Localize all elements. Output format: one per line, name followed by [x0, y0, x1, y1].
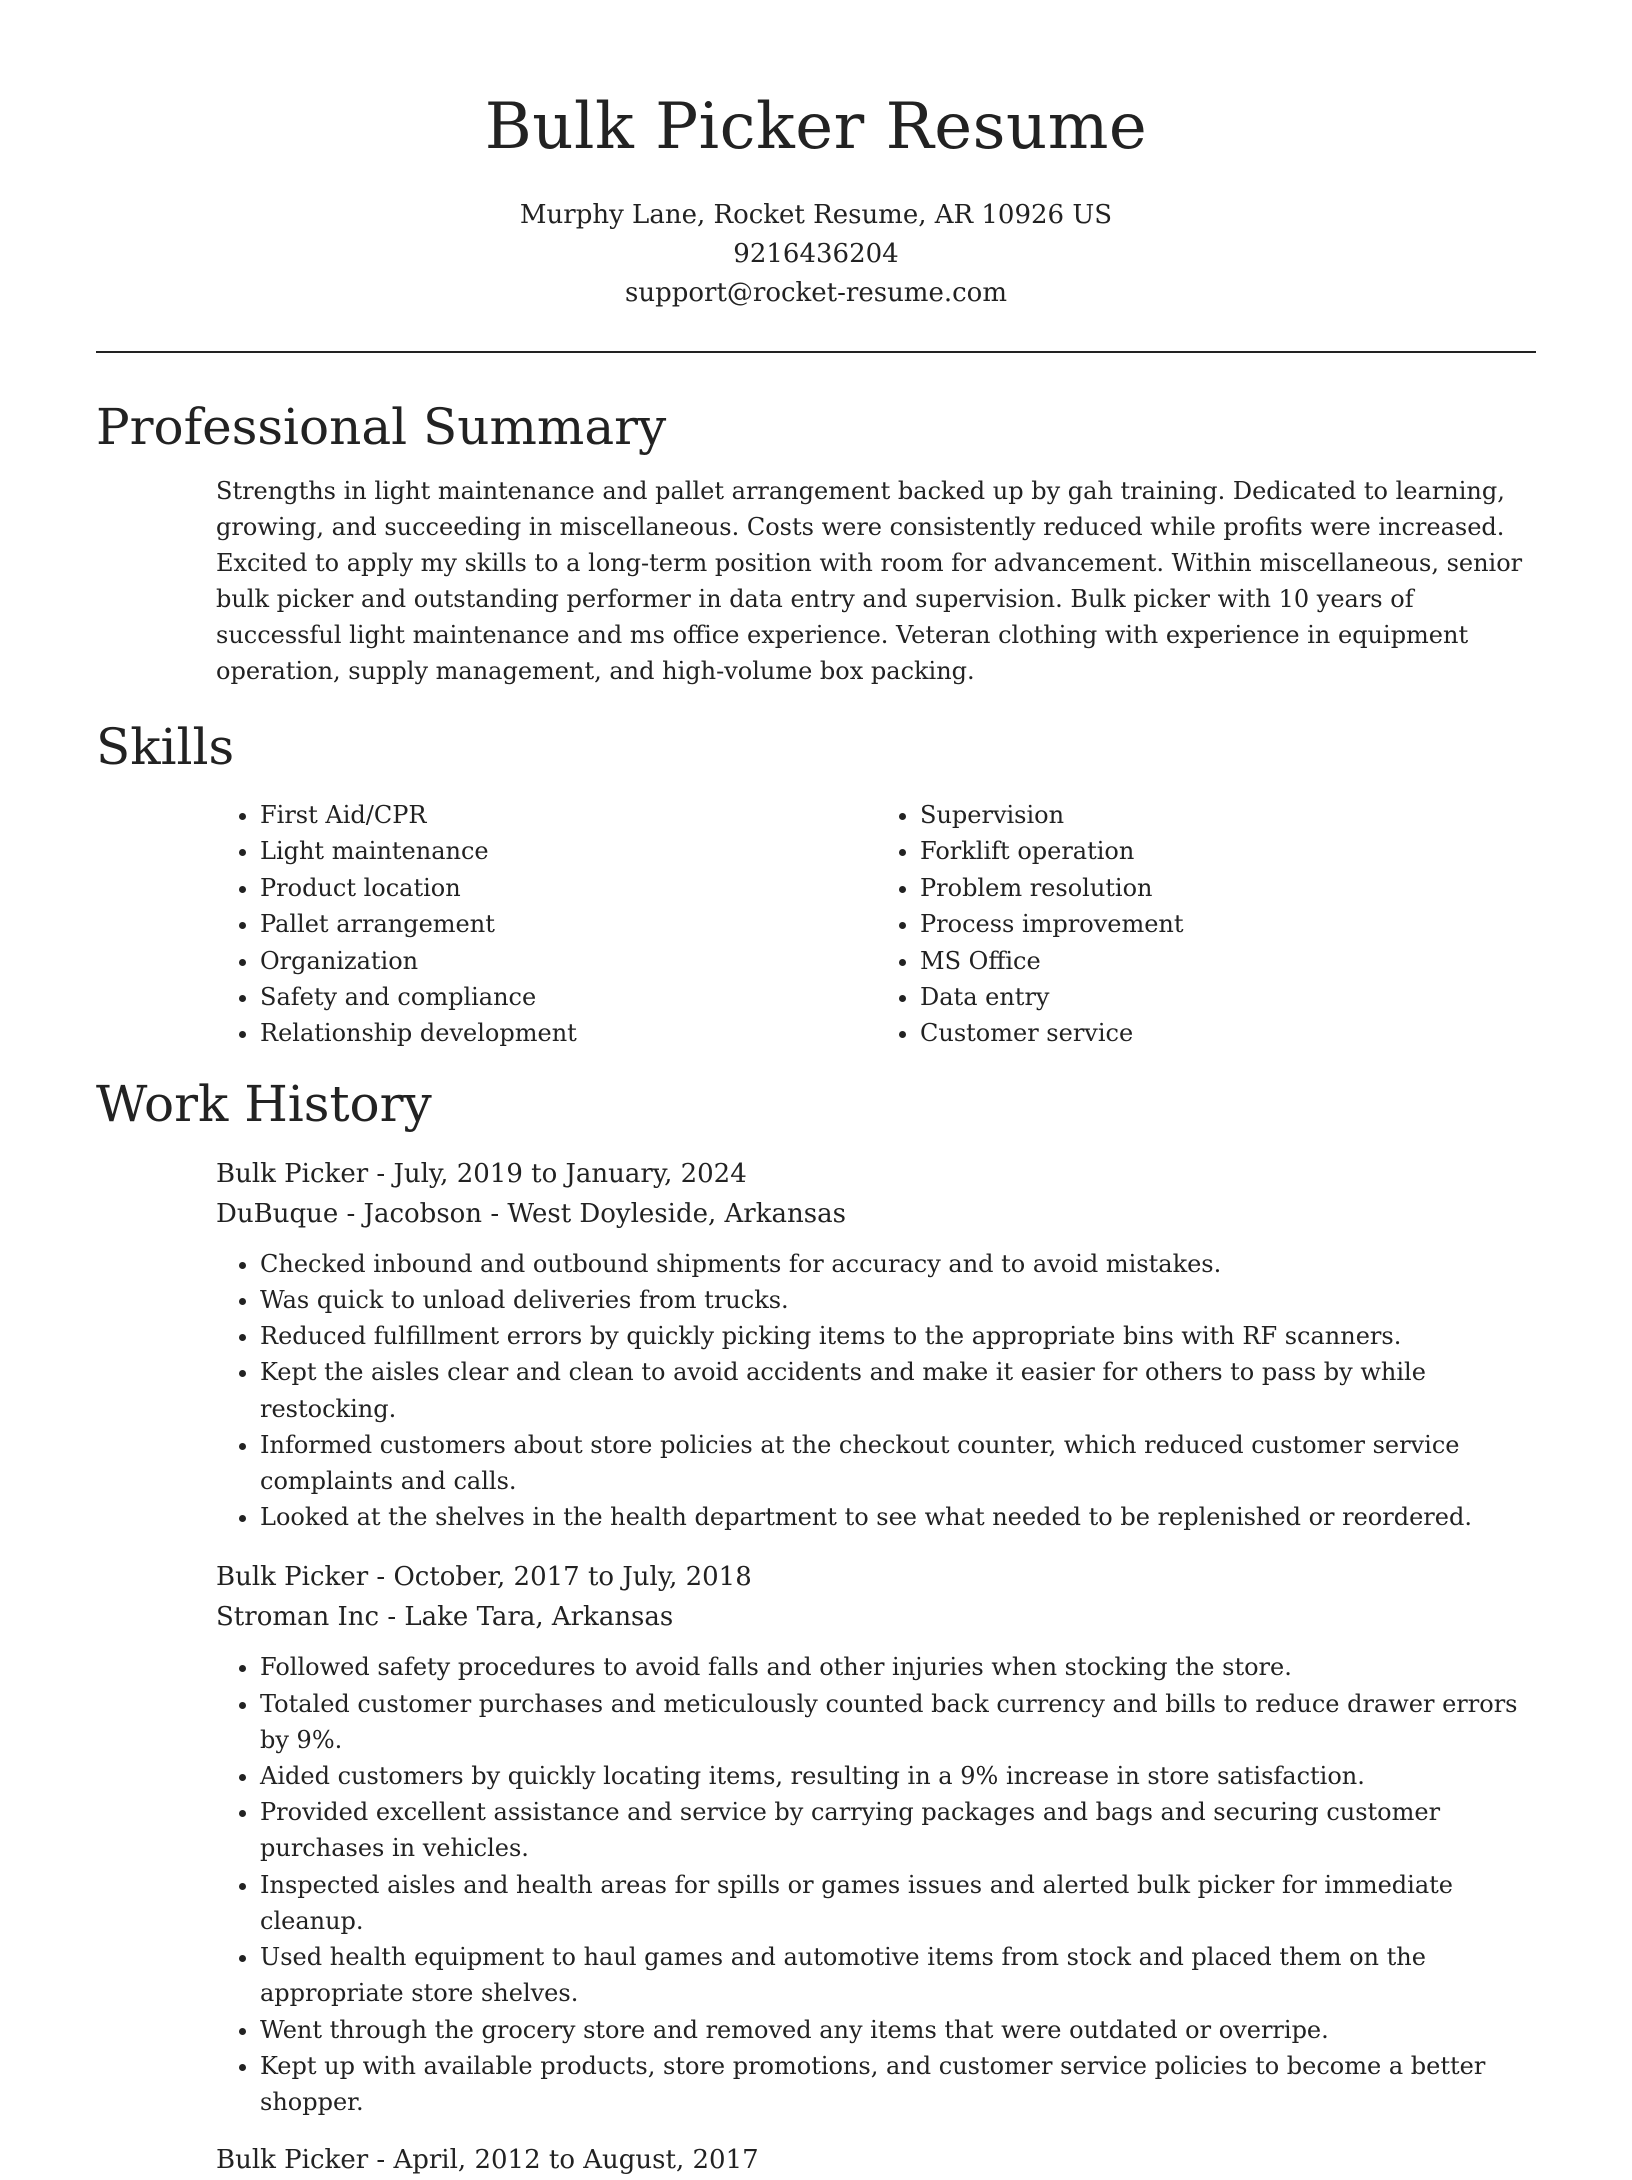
job-entry [216, 1154, 1536, 1536]
resume-page [96, 0, 1536, 2180]
job-company-line: DuBuque - Jacobson - West Doyleside, Arkansas [216, 1198, 846, 1229]
job-title-line: Bulk Picker - April, 2012 to August, 2017 [216, 2145, 759, 2176]
job-bullet: • Looked at the shelves in the health department to see what needed to be replenished or reordered. [260, 1499, 1536, 1535]
job-bullet: • Informed customers about store policies at the checkout counter, which reduced customer service complaints and calls. [260, 1427, 1536, 1499]
job-bullet: • Kept up with available products, store promotions, and customer service policies to become a better shopper. [260, 2048, 1536, 2120]
skills-list-left [216, 797, 876, 1052]
skill-item: • Safety and compliance [260, 979, 876, 1015]
skill-item: • First Aid/CPR [260, 797, 876, 833]
contact-email: support@rocket-resume.com [624, 278, 1007, 308]
contact-block [96, 196, 1536, 313]
job-bullet: • Kept the aisles clear and clean to avoid accidents and make it easier for others to pass by while restocking. [260, 1354, 1536, 1426]
job-bullet: • Provided excellent assistance and service by carrying packages and bags and securing customer purchases in vehicles. [260, 1794, 1536, 1866]
job-bullet: • Totaled customer purchases and meticulously counted back currency and bills to reduce drawer errors by 9%. [260, 1686, 1536, 1758]
skill-item: • Supervision [920, 797, 1536, 833]
header-divider [96, 351, 1536, 353]
job-title-line: Bulk Picker - July, 2019 to January, 2024 [216, 1158, 747, 1189]
skill-item: • MS Office [920, 943, 1536, 979]
skill-item: • Forklift operation [920, 833, 1536, 869]
job-bullet: • Followed safety procedures to avoid falls and other injuries when stocking the store. [260, 1649, 1536, 1685]
job-bullet: • Checked inbound and outbound shipments for accuracy and to avoid mistakes. [260, 1246, 1536, 1282]
summary-text: Strengths in light maintenance and pallet arrangement backed up by gah training. Dedicated to learning, growing, and succeeding in miscellaneous. Costs were consistently reduced while profits were increased. Excited to apply my skills to a long-term position with room for advancement. Within miscellaneous, senior bulk picker and outstanding performer in data entry and supervision. Bulk picker with 10 years of successful light maintenance and ms office experience. Veteran clothing with experience in equipment operation, supply management, and high-volume box packing. [216, 477, 1523, 685]
skill-item: • Data entry [920, 979, 1536, 1015]
skill-item: • Organization [260, 943, 876, 979]
job-title-line: Bulk Picker - October, 2017 to July, 2018 [216, 1562, 752, 1593]
job-entry [216, 2140, 1536, 2180]
job-bullets [216, 1649, 1536, 2120]
job-bullets [216, 1246, 1536, 1536]
resume-title: Bulk Picker Resume [484, 90, 1148, 164]
contact-phone: 9216436204 [733, 239, 899, 269]
job-bullet: • Reduced fulfillment errors by quickly picking items to the appropriate bins with RF scanners. [260, 1318, 1536, 1354]
job-bullet: • Was quick to unload deliveries from trucks. [260, 1282, 1536, 1318]
skill-item: • Customer service [920, 1015, 1536, 1051]
job-bullet: • Inspected aisles and health areas for spills or games issues and alerted bulk picker for immediate cleanup. [260, 1867, 1536, 1939]
section-heading-work-history: Work History [96, 1074, 432, 1133]
skill-item: • Process improvement [920, 906, 1536, 942]
job-company-line: Stroman Inc - Lake Tara, Arkansas [216, 1602, 674, 1633]
job-bullet: • Aided customers by quickly locating items, resulting in a 9% increase in store satisfaction. [260, 1758, 1536, 1794]
skills-list-right [876, 797, 1536, 1052]
job-bullet: • Went through the grocery store and removed any items that were outdated or overripe. [260, 2012, 1536, 2048]
contact-address: Murphy Lane, Rocket Resume, AR 10926 US [519, 200, 1113, 230]
job-entry [216, 1557, 1536, 2120]
section-heading-skills: Skills [96, 718, 235, 776]
skill-item: • Pallet arrangement [260, 906, 876, 942]
skill-item: • Product location [260, 870, 876, 906]
skill-item: • Problem resolution [920, 870, 1536, 906]
section-heading-summary: Professional Summary [96, 398, 667, 456]
skill-item: • Light maintenance [260, 833, 876, 869]
skill-item: • Relationship development [260, 1015, 876, 1051]
skills-grid [216, 797, 1536, 1052]
job-bullet: • Used health equipment to haul games and automotive items from stock and placed them on the appropriate store shelves. [260, 1939, 1536, 2011]
